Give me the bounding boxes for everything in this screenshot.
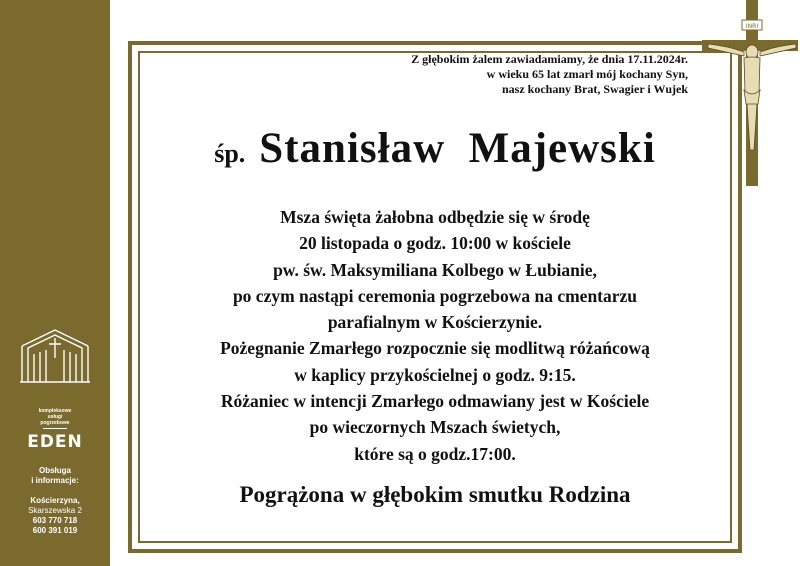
cross-inscription: INRI	[745, 23, 759, 30]
deceased-name: Stanisław Majewski	[259, 125, 656, 172]
brand-tagline-2: usługi	[47, 414, 63, 420]
detail-line: po wieczornych Mszach świetych,	[309, 417, 561, 438]
brand-name: EDEN	[27, 432, 83, 452]
brand-divider	[43, 428, 67, 429]
ceremony-details	[138, 204, 732, 467]
deceased-name-line	[0, 124, 800, 173]
family-closing: Pogrążona w głębokim smutku Rodzina	[239, 482, 631, 507]
detail-line: 20 listopada o godz. 10:00 w kościele	[299, 233, 571, 254]
intro-line: w wieku 65 lat zmarł mój kochany Syn,	[486, 67, 688, 81]
phone-2: 600 391 019	[32, 526, 78, 535]
intro-line: nasz kochany Brat, Swagier i Wujek	[501, 82, 688, 96]
detail-line: Pożegnanie Zmarłego rozpocznie się modlitwą różańcową	[220, 338, 650, 359]
detail-line: po czym nastąpi ceremonia pogrzebowa na cmentarzu	[232, 285, 638, 306]
address-city: Kościerzyna,	[30, 496, 80, 505]
service-label-1: Obsługa	[38, 466, 71, 475]
name-prefix: śp.	[214, 139, 246, 168]
detail-line: parafialnym w Kościerzynie.	[327, 312, 543, 333]
brand-tagline-1: kompleksowe	[38, 408, 72, 414]
crucifix-icon	[698, 0, 800, 186]
detail-line: które są o godz.17:00.	[354, 443, 516, 464]
intro-line: Z głębokim żalem zawiadamiamy, że dnia 17.11.2024r.	[411, 52, 688, 66]
service-label-2: i informacje:	[31, 476, 79, 485]
address-street: Skarszewska 2	[28, 506, 82, 515]
phone-1: 603 770 718	[32, 516, 78, 525]
brand-tagline-3: pogrzebowe	[40, 420, 70, 426]
funeral-home-sidebar	[0, 0, 110, 566]
detail-line: w kaplicy przykościelnej o godz. 9:15.	[294, 364, 576, 385]
funeral-home-logo-icon	[18, 326, 92, 384]
detail-line: Różaniec w intencji Zmarłego odmawiany jest w Kościele	[220, 391, 650, 412]
intro-text	[411, 52, 688, 97]
detail-line: pw. św. Maksymiliana Kolbego w Łubianie,	[273, 259, 597, 280]
detail-line: Msza święta żałobna odbędzie się w środę	[280, 207, 590, 227]
